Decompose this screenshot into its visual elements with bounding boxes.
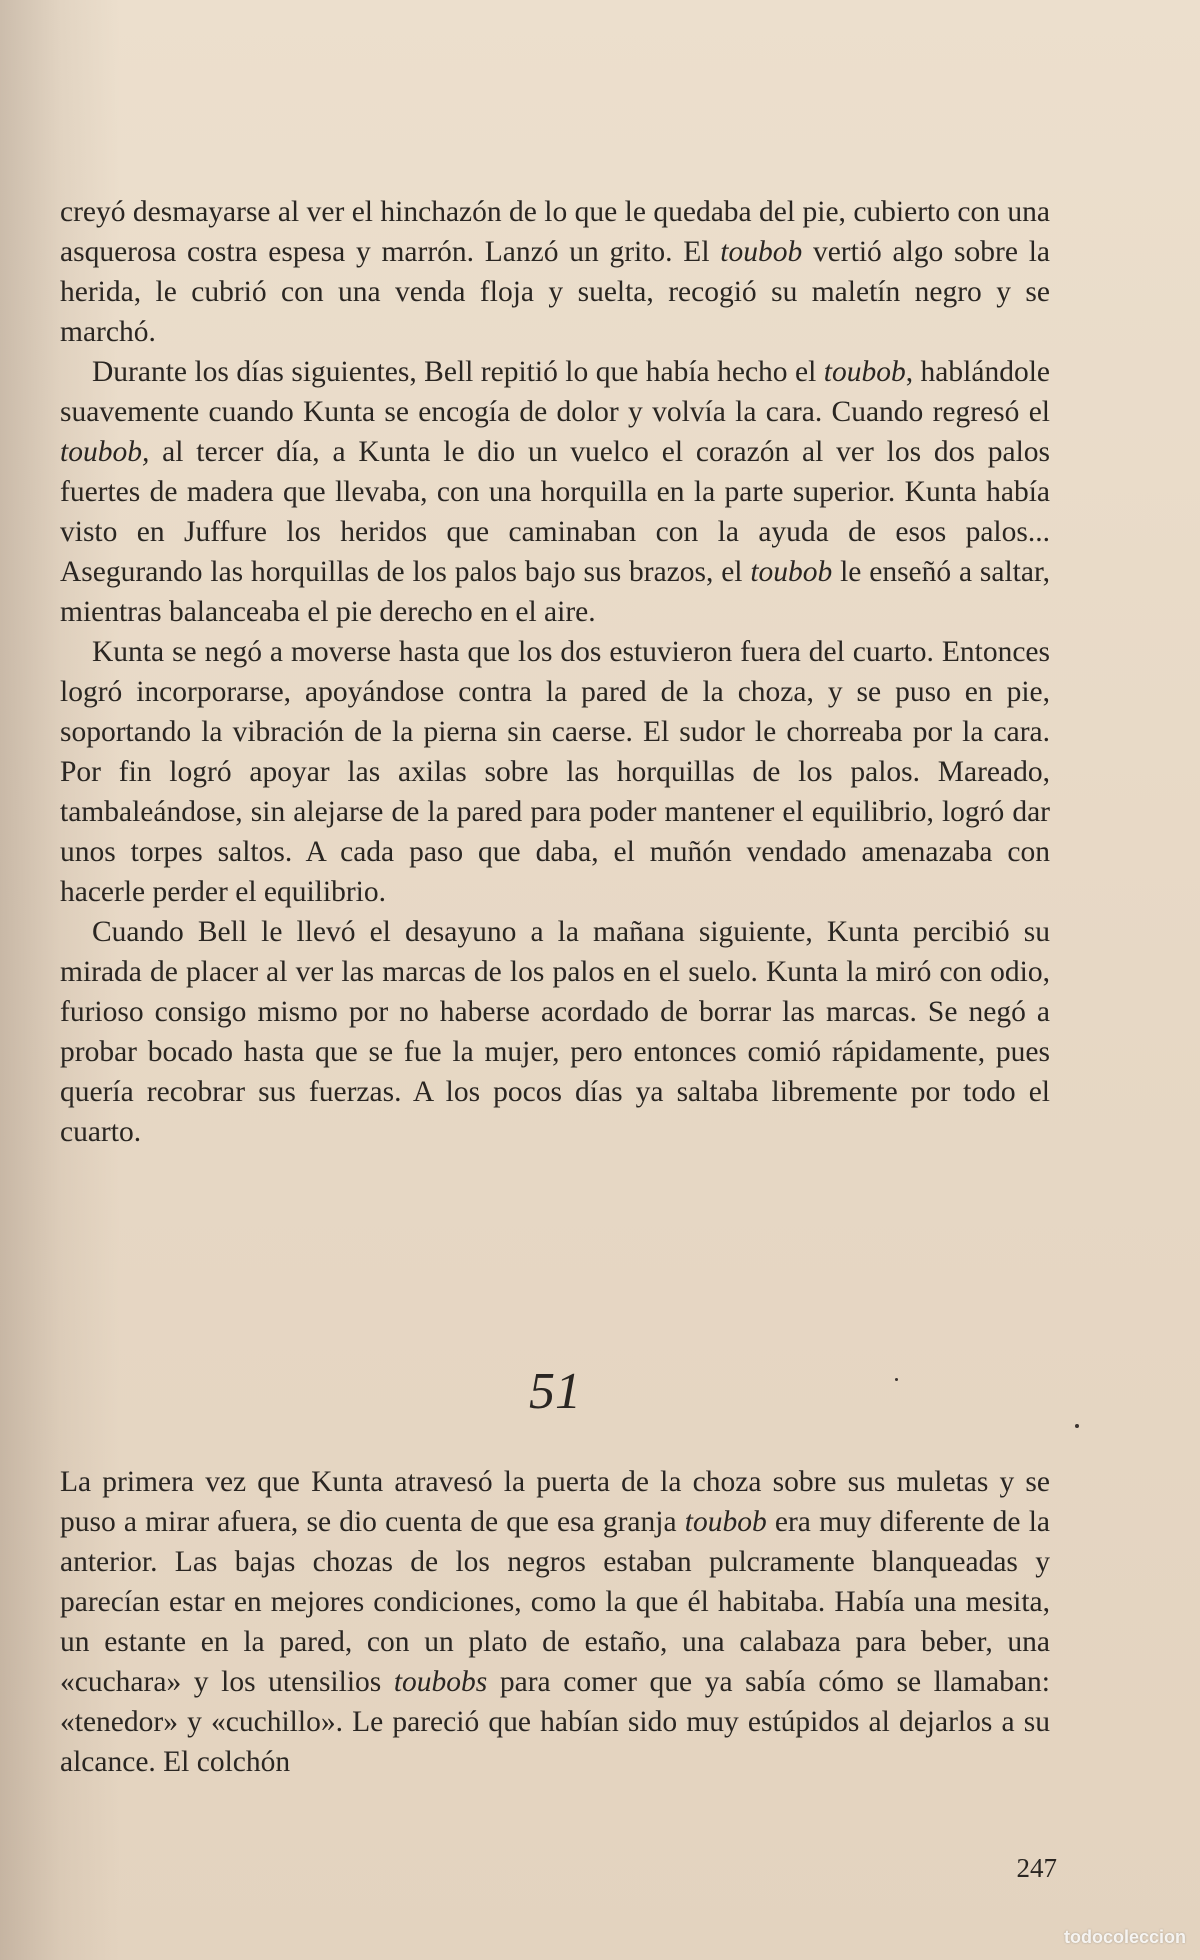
paper-speck	[1075, 1424, 1079, 1428]
text-run: para comer que ya sabía cómo se llamaban: «tenedor» y «cuchillo». Le pareció que habían sido muy estúpidos al dejarlos a su alcance. El colchón	[60, 1666, 1050, 1778]
italic-word: toubob	[720, 236, 803, 268]
text-run: La primera vez que Kunta atravesó la puerta de la choza sobre sus muletas y se puso a mirar afuera, se dio cuenta de que esa granja	[60, 1466, 1050, 1538]
italic-word: toubob	[750, 556, 833, 588]
text-run: era muy diferente de la anterior. Las bajas chozas de los negros estaban pulcramente blanqueadas y parecían estar en mejores condiciones, como la que él habitaba. Había una mesita, un estante en la pared, con un plato de estaño, una calabaza para beber, una «cuchara» y los utensilios	[60, 1506, 1050, 1698]
italic-word: toubob	[823, 356, 906, 388]
text-run: , hablándole suavemente cuando Kunta se encogía de dolor y volvía la cara. Cuando regresó el	[60, 356, 1050, 428]
italic-word: toubob,	[60, 436, 150, 468]
paper-speck	[895, 1378, 898, 1381]
chapter-number: 51	[529, 1363, 581, 1420]
paragraph	[60, 192, 1050, 352]
text-run: vertió algo sobre la herida, le cubrió con una venda floja y suelta, recogió su maletín negro y se marchó.	[60, 236, 1050, 348]
text-run: Durante los días siguientes, Bell repitió lo que había hecho el	[92, 356, 824, 388]
text-run: le enseñó a saltar, mientras balanceaba el pie derecho en el aire.	[60, 556, 1050, 628]
italic-word: toubob	[684, 1506, 767, 1538]
italic-word: toubobs	[393, 1666, 488, 1698]
text-run: al tercer día, a Kunta le dio un vuelco el corazón al ver los dos palos fuertes de madera que llevaba, con una horquilla en la parte superior. Kunta había visto en Juffure los heridos que caminaban con la ayuda de esos palos... Asegurando las horquillas de los palos bajo sus brazos, el	[60, 436, 1050, 588]
page-number: 247	[1016, 1853, 1057, 1883]
watermark: todocoleccion	[1063, 1927, 1186, 1947]
paragraph	[60, 632, 1050, 912]
text-run: creyó desmayarse al ver el hinchazón de lo que le quedaba del pie, cubierto con una asquerosa costra espesa y marrón. Lanzó un grito. El	[60, 196, 1050, 268]
top-text-section	[60, 192, 1050, 1152]
text-run: Cuando Bell le llevó el desayuno a la mañana siguiente, Kunta percibió su mirada de placer al ver las marcas de los palos en el suelo. Kunta la miró con odio, furioso consigo mismo por no haberse acordado de borrar las marcas. Se negó a probar bocado hasta que se fue la mujer, pero entonces comió rápidamente, pues quería recobrar sus fuerzas. A los pocos días ya saltaba libremente por todo el cuarto.	[60, 916, 1050, 1148]
paragraph	[60, 912, 1050, 1152]
chapter-text-section	[60, 1462, 1050, 1782]
text-run: Kunta se negó a moverse hasta que los dos estuvieron fuera del cuarto. Entonces logró incorporarse, apoyándose contra la pared de la choza, y se puso en pie, soportando la vibración de la pierna sin caerse. El sudor le chorreaba por la cara. Por fin logró apoyar las axilas sobre las horquillas de los palos. Mareado, tambaleándose, sin alejarse de la pared para poder mantener el equilibrio, logró dar unos torpes saltos. A cada paso que daba, el muñón vendado amenazaba con hacerle perder el equilibrio.	[60, 636, 1050, 908]
paragraph	[60, 1462, 1050, 1782]
paragraph	[60, 352, 1050, 632]
